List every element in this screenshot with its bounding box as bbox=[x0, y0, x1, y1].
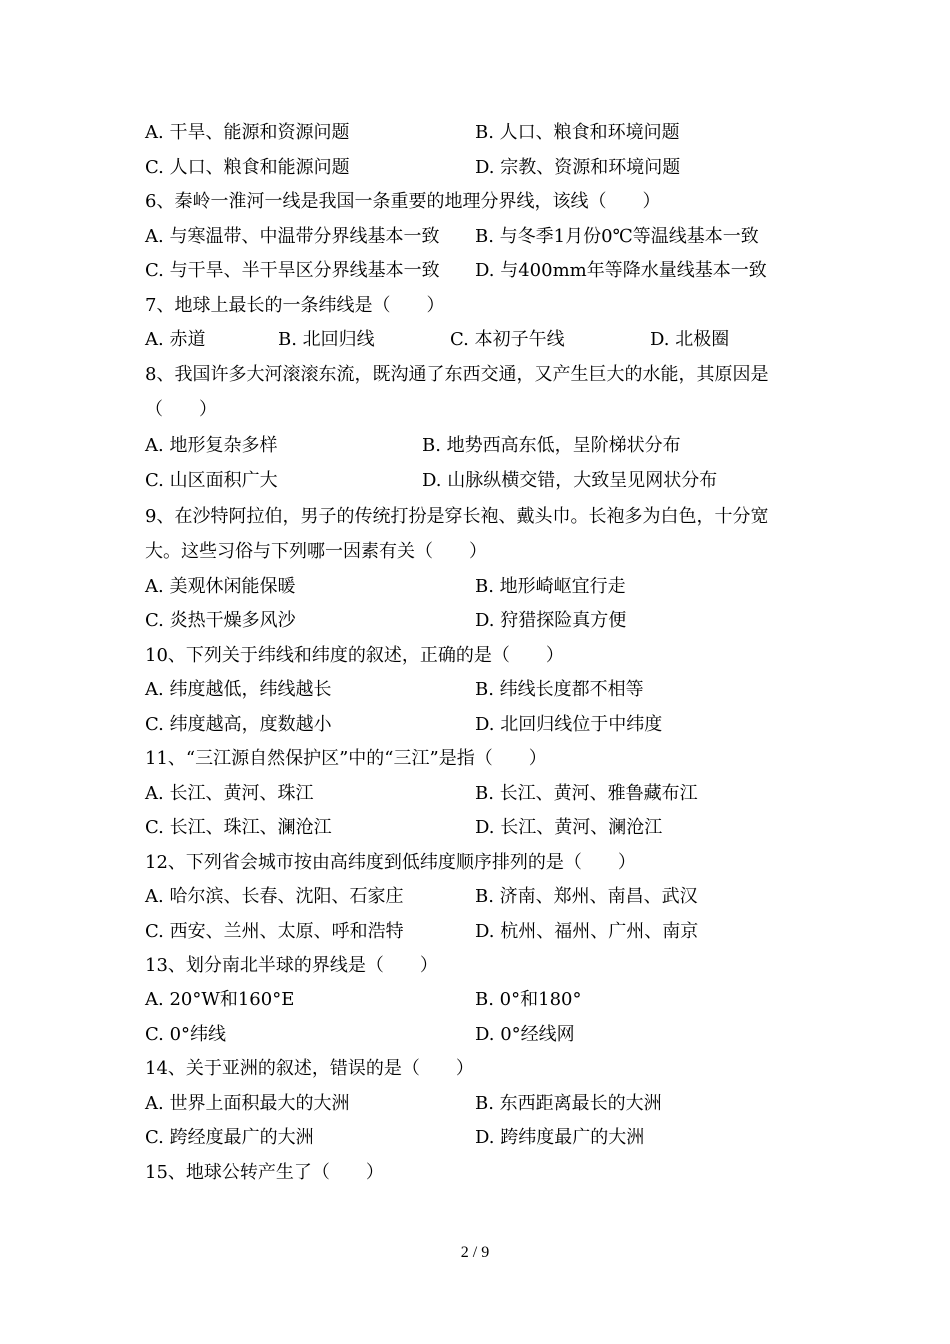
q13-option-b: B. 0°和180° bbox=[475, 989, 582, 1010]
q12-option-b: B. 济南、郑州、南昌、武汉 bbox=[475, 886, 698, 907]
q6-option-d: D. 与400mm年等降水量线基本一致 bbox=[475, 260, 767, 281]
q13-option-d: D. 0°经线网 bbox=[475, 1024, 575, 1045]
q8-option-b: B. 地势西高东低，呈阶梯状分布 bbox=[422, 435, 681, 456]
q7-option-b: B. 北回归线 bbox=[278, 329, 375, 350]
q7-option-a: A. 赤道 bbox=[145, 329, 206, 350]
q10-option-b: B. 纬线长度都不相等 bbox=[475, 679, 644, 700]
q5-option-b: B. 人口、粮食和环境问题 bbox=[475, 122, 680, 143]
q9-option-c: C. 炎热干燥多风沙 bbox=[145, 610, 296, 631]
q13-stem: 13、划分南北半球的界线是（ ） bbox=[145, 955, 438, 976]
q9-stem: 9、在沙特阿拉伯，男子的传统打扮是穿长袍、戴头巾。长袍多为白色，十分宽 bbox=[145, 506, 769, 527]
q10-option-d: D. 北回归线位于中纬度 bbox=[475, 714, 663, 735]
q8-option-d: D. 山脉纵横交错，大致呈见网状分布 bbox=[422, 470, 718, 491]
q10-stem: 10、下列关于纬线和纬度的叙述，正确的是（ ） bbox=[145, 645, 564, 666]
q10-option-c: C. 纬度越高，度数越小 bbox=[145, 714, 332, 735]
q12-option-d: D. 杭州、福州、广州、南京 bbox=[475, 921, 699, 942]
q12-option-c: C. 西安、兰州、太原、呼和浩特 bbox=[145, 921, 404, 942]
q5-option-d: D. 宗教、资源和环境问题 bbox=[475, 157, 681, 178]
q14-option-b: B. 东西距离最长的大洲 bbox=[475, 1093, 662, 1114]
q11-option-d: D. 长江、黄河、澜沧江 bbox=[475, 817, 663, 838]
q9-option-d: D. 狩猎探险真方便 bbox=[475, 610, 627, 631]
q15-stem: 15、地球公转产生了（ ） bbox=[145, 1162, 384, 1183]
q10-option-a: A. 纬度越低，纬线越长 bbox=[145, 679, 332, 700]
q9-stem-continued: 大。这些习俗与下列哪一因素有关（ ） bbox=[145, 541, 487, 562]
q14-option-a: A. 世界上面积最大的大洲 bbox=[145, 1093, 350, 1114]
q7-option-c: C. 本初子午线 bbox=[450, 329, 565, 350]
q13-option-c: C. 0°纬线 bbox=[145, 1024, 227, 1045]
q14-option-c: C. 跨经度最广的大洲 bbox=[145, 1127, 314, 1148]
q11-option-b: B. 长江、黄河、雅鲁藏布江 bbox=[475, 783, 698, 804]
q8-stem: 8、我国许多大河滚滚东流，既沟通了东西交通，又产生巨大的水能，其原因是 bbox=[145, 364, 769, 385]
q9-option-a: A. 美观休闲能保暖 bbox=[145, 576, 296, 597]
q11-stem: 11、“三江源自然保护区”中的“三江”是指（ ） bbox=[145, 748, 547, 769]
q6-option-b: B. 与冬季1月份0℃等温线基本一致 bbox=[475, 226, 759, 247]
q7-option-d: D. 北极圈 bbox=[650, 329, 730, 350]
q6-option-a: A. 与寒温带、中温带分界线基本一致 bbox=[145, 226, 440, 247]
q9-option-b: B. 地形崎岖宜行走 bbox=[475, 576, 626, 597]
q11-option-a: A. 长江、黄河、珠江 bbox=[145, 783, 314, 804]
q8-option-a: A. 地形复杂多样 bbox=[145, 435, 278, 456]
q8-stem-continued: （ ） bbox=[145, 399, 217, 420]
q13-option-a: A. 20°W和160°E bbox=[145, 989, 295, 1010]
q12-stem: 12、下列省会城市按由高纬度到低纬度顺序排列的是（ ） bbox=[145, 852, 636, 873]
q14-stem: 14、关于亚洲的叙述，错误的是（ ） bbox=[145, 1058, 474, 1079]
q6-stem: 6、秦岭一淮河一线是我国一条重要的地理分界线，该线（ ） bbox=[145, 191, 661, 212]
q6-option-c: C. 与干旱、半干旱区分界线基本一致 bbox=[145, 260, 440, 281]
q11-option-c: C. 长江、珠江、澜沧江 bbox=[145, 817, 332, 838]
q14-option-d: D. 跨纬度最广的大洲 bbox=[475, 1127, 645, 1148]
page-number: 2 / 9 bbox=[460, 1244, 490, 1261]
q8-option-c: C. 山区面积广大 bbox=[145, 470, 278, 491]
q5-option-a: A. 干旱、能源和资源问题 bbox=[145, 122, 350, 143]
q7-stem: 7、地球上最长的一条纬线是（ ） bbox=[145, 295, 445, 316]
q12-option-a: A. 哈尔滨、长春、沈阳、石家庄 bbox=[145, 886, 404, 907]
q5-option-c: C. 人口、粮食和能源问题 bbox=[145, 157, 350, 178]
